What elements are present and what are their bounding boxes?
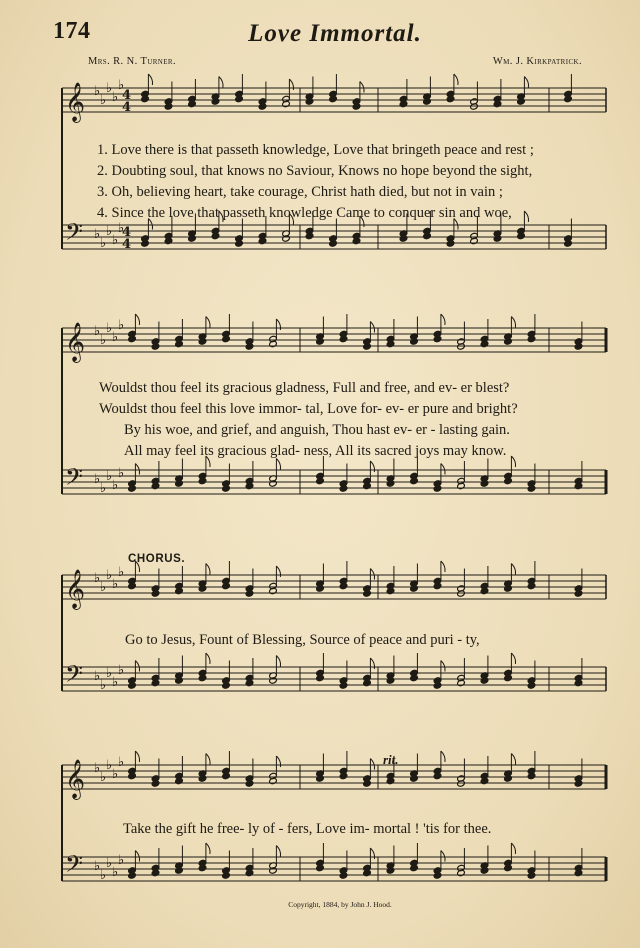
verse-lyrics-block-2 bbox=[0, 380, 640, 464]
note-flag bbox=[441, 751, 445, 762]
flat-sign: ♭ bbox=[118, 565, 125, 580]
flat-sign: ♭ bbox=[94, 571, 101, 586]
tempo-mark: rit. bbox=[383, 752, 399, 767]
bass-clef: 𝄢 bbox=[65, 218, 84, 251]
treble-clef: 𝄞 bbox=[65, 569, 86, 609]
note-flag bbox=[148, 74, 152, 85]
flat-sign: ♭ bbox=[100, 580, 107, 595]
chorus-label: CHORUS. bbox=[128, 553, 186, 565]
time-signature: 4 bbox=[122, 100, 132, 115]
note-flag bbox=[206, 653, 210, 664]
flat-sign: ♭ bbox=[112, 478, 119, 493]
note-flag bbox=[441, 661, 445, 672]
note-flag bbox=[524, 77, 528, 88]
flat-sign: ♭ bbox=[94, 324, 101, 339]
flat-sign: ♭ bbox=[100, 770, 107, 785]
flat-sign: ♭ bbox=[94, 669, 101, 684]
note-flag bbox=[370, 569, 374, 580]
flat-sign: ♭ bbox=[112, 767, 119, 782]
verse-line: By his woe, and grief, and anguish, Thou hast ev- er - lasting gain. bbox=[124, 422, 510, 438]
hymn-title: Love Immortal. bbox=[248, 20, 422, 47]
note-flag bbox=[206, 754, 210, 765]
flat-sign: ♭ bbox=[100, 868, 107, 883]
time-signature: 4 bbox=[122, 88, 132, 103]
note-flag bbox=[135, 661, 139, 672]
treble-clef: 𝄞 bbox=[65, 322, 86, 362]
flat-sign: ♭ bbox=[112, 330, 119, 345]
note-flag bbox=[276, 656, 280, 667]
flat-sign: ♭ bbox=[106, 758, 113, 773]
note-flag bbox=[441, 851, 445, 862]
note-flag bbox=[511, 843, 515, 854]
flat-sign: ♭ bbox=[100, 333, 107, 348]
flat-sign: ♭ bbox=[106, 856, 113, 871]
flat-sign: ♭ bbox=[118, 318, 125, 333]
flat-sign: ♭ bbox=[94, 761, 101, 776]
verse-lyrics-block-1 bbox=[0, 142, 640, 226]
note-flag bbox=[135, 464, 139, 475]
verse-line: 4. Since the love that passeth knowledge Came to conquer sin and woe, bbox=[97, 205, 512, 221]
flat-sign: ♭ bbox=[106, 469, 113, 484]
chorus-line-1: Go to Jesus, Fount of Blessing, Source of peace and puri - ty, bbox=[125, 632, 480, 648]
time-signature: 4 bbox=[122, 225, 132, 240]
note-flag bbox=[206, 843, 210, 854]
flat-sign: ♭ bbox=[112, 90, 119, 105]
note-flag bbox=[441, 561, 445, 572]
note-flag bbox=[511, 317, 515, 328]
note-flag bbox=[135, 751, 139, 762]
flat-sign: ♭ bbox=[94, 227, 101, 242]
chorus-line-2: Take the gift he free- ly of - fers, Love im- mortal ! 'tis for thee. bbox=[123, 821, 492, 837]
note-flag bbox=[370, 759, 374, 770]
bass-clef: 𝄢 bbox=[65, 660, 84, 693]
flat-sign: ♭ bbox=[112, 675, 119, 690]
note-flag bbox=[441, 314, 445, 325]
flat-sign: ♭ bbox=[118, 466, 125, 481]
bass-clef: 𝄢 bbox=[65, 463, 84, 496]
flat-sign: ♭ bbox=[118, 221, 125, 236]
note-flag bbox=[454, 74, 458, 85]
flat-sign: ♭ bbox=[106, 666, 113, 681]
note-flag bbox=[511, 653, 515, 664]
treble-clef: 𝄞 bbox=[65, 82, 86, 122]
verse-line: All may feel its gracious glad- ness, All its sacred joys may know. bbox=[124, 443, 507, 459]
note-flag bbox=[511, 754, 515, 765]
flat-sign: ♭ bbox=[100, 236, 107, 251]
flat-sign: ♭ bbox=[94, 859, 101, 874]
flat-sign: ♭ bbox=[112, 233, 119, 248]
flat-sign: ♭ bbox=[106, 81, 113, 96]
flat-sign: ♭ bbox=[118, 853, 125, 868]
verse-line: 2. Doubting soul, that knows no Saviour, Knows no hope beyond the sight, bbox=[97, 163, 533, 179]
verse-line: Wouldst thou feel its gracious gladness, Full and free, and ev- er blest? bbox=[99, 380, 510, 396]
flat-sign: ♭ bbox=[94, 472, 101, 487]
flat-sign: ♭ bbox=[118, 755, 125, 770]
note-flag bbox=[219, 77, 223, 88]
bass-clef: 𝄢 bbox=[65, 850, 84, 883]
note-flag bbox=[206, 564, 210, 575]
time-signature: 4 bbox=[122, 237, 132, 252]
flat-sign: ♭ bbox=[106, 224, 113, 239]
note-flag bbox=[206, 317, 210, 328]
flat-sign: ♭ bbox=[106, 321, 113, 336]
flat-sign: ♭ bbox=[112, 577, 119, 592]
copyright-notice: Copyright, 1884, by John J. Hood. bbox=[288, 900, 392, 909]
verse-line: 1. Love there is that passeth knowledge, Love that bringeth peace and rest ; bbox=[97, 142, 534, 158]
author-credit: Mrs. R. N. Turner. bbox=[88, 56, 177, 67]
note-flag bbox=[360, 82, 364, 93]
treble-clef: 𝄞 bbox=[65, 759, 86, 799]
note-flag bbox=[441, 464, 445, 475]
note-flag bbox=[511, 564, 515, 575]
note-flag bbox=[370, 322, 374, 333]
flat-sign: ♭ bbox=[112, 865, 119, 880]
flat-sign: ♭ bbox=[118, 78, 125, 93]
composer-credit: Wm. J. Kirkpatrick. bbox=[492, 56, 582, 67]
flat-sign: ♭ bbox=[94, 84, 101, 99]
flat-sign: ♭ bbox=[100, 481, 107, 496]
page-number: 174 bbox=[53, 18, 91, 44]
note-flag bbox=[135, 851, 139, 862]
verse-line: Wouldst thou feel this love immor- tal, Love for- ev- er pure and bright? bbox=[99, 401, 518, 417]
note-flag bbox=[276, 846, 280, 857]
verse-line: 3. Oh, believing heart, take courage, Christ hath died, but not in vain ; bbox=[97, 184, 503, 200]
flat-sign: ♭ bbox=[100, 678, 107, 693]
flat-sign: ♭ bbox=[100, 93, 107, 108]
flat-sign: ♭ bbox=[106, 568, 113, 583]
flat-sign: ♭ bbox=[118, 663, 125, 678]
note-flag bbox=[135, 314, 139, 325]
